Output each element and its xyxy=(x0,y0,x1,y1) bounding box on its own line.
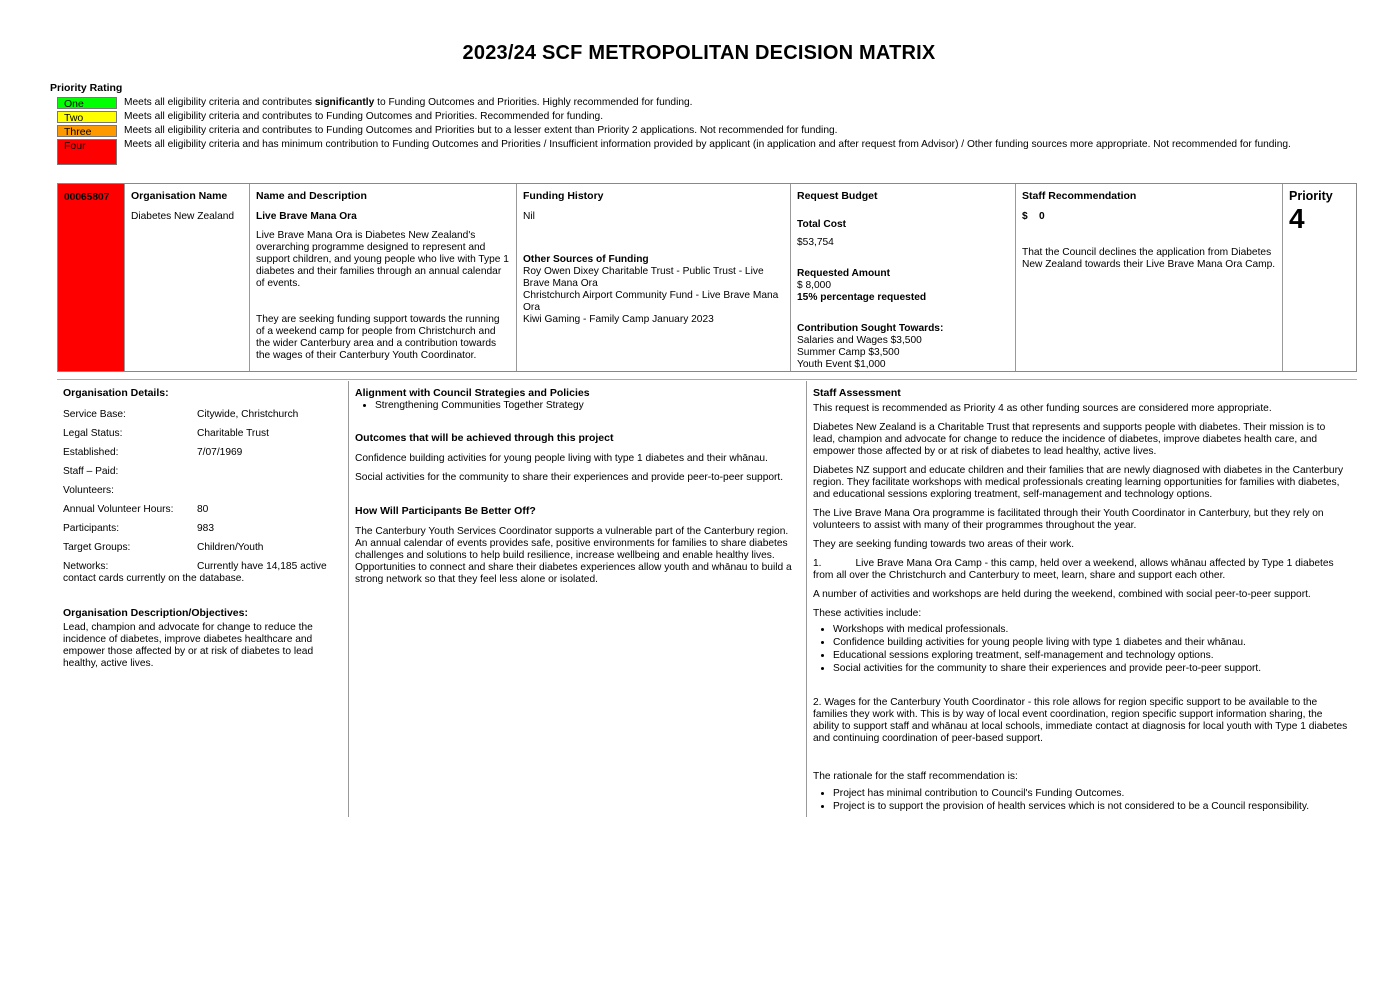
detail-row: Legal Status: Charitable Trust xyxy=(63,428,269,439)
priority-desc-one: Meets all eligibility criteria and contributes significantly to Funding Outcomes and Priorities. Highly recommended for funding. xyxy=(124,97,693,108)
requested-amount-value: $ 8,000 xyxy=(797,280,831,291)
detail-row: Annual Volunteer Hours: 80 xyxy=(63,504,209,515)
other-source-item: Christchurch Airport Community Fund - Live Brave Mana Ora xyxy=(523,290,779,313)
contribution-label: Contribution Sought Towards: xyxy=(797,323,944,334)
contribution-item: Youth Event $1,000 xyxy=(797,359,886,370)
other-sources-heading: Other Sources of Funding xyxy=(523,254,649,265)
funding-history-heading: Funding History xyxy=(523,190,604,202)
other-source-item: Roy Owen Dixey Charitable Trust - Public Trust - Live Brave Mana Ora xyxy=(523,266,764,289)
organisation-details-column xyxy=(57,381,348,670)
assessment-paragraph: A number of activities and workshops are held during the weekend, combined with social peer-to-peer support. xyxy=(813,589,1311,600)
application-id: 00065807 xyxy=(58,184,125,371)
section-divider xyxy=(57,379,1357,380)
assessment-paragraph: Diabetes NZ support and educate children and their families that are newly diagnosed with diabetes in the Canterbury region. They facilitate workshops with medical professionals creating learning opportunities for families with diabetes, and educational sessions exploring treatment, self-management and technology options. xyxy=(813,465,1344,500)
detail-row: Service Base: Citywide, Christchurch xyxy=(63,409,299,420)
total-cost-value: $53,754 xyxy=(797,237,834,248)
priority-rating-heading: Priority Rating xyxy=(50,82,123,94)
priority-value: 4 xyxy=(1289,203,1305,234)
priority-desc-three: Meets all eligibility criteria and contributes to Funding Outcomes and Priorities but to a lesser extent than Priority 2 applications. Not recommended for funding. xyxy=(124,125,838,136)
priority-row-three xyxy=(57,125,1317,137)
activity-item: • Social activities for the community to share their experiences and provide peer-to-peer support. xyxy=(833,662,1348,675)
detail-row-networks: Networks: Currently have 14,185 active contact cards currently on the database. xyxy=(63,561,327,584)
priority-swatch-three: Three xyxy=(57,125,117,137)
detail-row: Target Groups: Children/Youth xyxy=(63,542,264,553)
name-description-heading: Name and Description xyxy=(256,190,367,202)
activity-item: • Confidence building activities for young people living with type 1 diabetes and their whānau. xyxy=(833,636,1348,649)
detail-row: Volunteers: xyxy=(63,485,114,496)
project-funding-request: They are seeking funding support towards the running of a weekend camp for people from Christchurch and the wider Canterbury area and a contribution towards the wages of their Canterbury Youth Coordinator. xyxy=(256,314,500,361)
outcomes-heading: Outcomes that will be achieved through this project xyxy=(355,432,614,444)
assessment-paragraph: Diabetes New Zealand is a Charitable Trust that represents and supports people with diabetes. Their mission is to lead, champion and advocate for change to reduce the incidence of diabetes, improve diabetes health care, and empower those affected by or at risk of diabetes to lead healthy, active lives. xyxy=(813,422,1326,457)
organisation-details-heading: Organisation Details: xyxy=(63,387,169,399)
name-description-cell xyxy=(250,184,517,371)
request-budget-heading: Request Budget xyxy=(797,190,878,202)
priority-row-four xyxy=(57,139,1317,165)
assessment-paragraph: They are seeking funding towards two areas of their work. xyxy=(813,539,1075,550)
other-source-item: Kiwi Gaming - Family Camp January 2023 xyxy=(523,314,714,325)
activity-item: • Educational sessions exploring treatment, self-management and technology options. xyxy=(833,649,1348,662)
staff-recommendation-heading: Staff Recommendation xyxy=(1022,190,1137,202)
organisation-name-heading: Organisation Name xyxy=(131,190,228,202)
priority-heading: Priority xyxy=(1289,189,1333,203)
staff-recommendation-text: That the Council declines the application from Diabetes New Zealand towards their Live Brave Mana Ora Camp. xyxy=(1022,247,1276,270)
assessment-item-2: 2. Wages for the Canterbury Youth Coordinator - this role allows for region specific support to be available to the families they work with. This is by way of local event coordination, region specific support information sharing, the ability to support staff and whānau at local schools, immediate contact at diagnosis for local youth with Type 1 diabetes and continuing coordination of peer-based support. xyxy=(813,697,1348,744)
priority-row-two xyxy=(57,111,1317,123)
activity-item: • Workshops with medical professionals. xyxy=(833,623,1348,636)
funding-history-cell xyxy=(517,184,791,371)
rationale-item: • Project has minimal contribution to Council's Funding Outcomes. xyxy=(833,787,1348,800)
outcome-item: Social activities for the community to share their experiences and provide peer-to-peer support. xyxy=(355,472,784,483)
priority-desc-two: Meets all eligibility criteria and contributes to Funding Outcomes and Priorities. Recommended for funding. xyxy=(124,111,604,122)
assessment-paragraph: The rationale for the staff recommendation is: xyxy=(813,771,1018,782)
priority-row-one xyxy=(57,97,1317,109)
organisation-description: Lead, champion and advocate for change to reduce the incidence of diabetes, improve diabetes healthcare and empower those affected by or at risk of diabetes to lead healthy, active lives. xyxy=(63,622,314,669)
staff-assessment-heading: Staff Assessment xyxy=(813,387,901,399)
detail-row: Staff – Paid: xyxy=(63,466,119,477)
request-budget-cell xyxy=(791,184,1016,371)
project-name: Live Brave Mana Ora xyxy=(256,211,357,222)
priority-rating-legend xyxy=(57,97,1317,167)
percentage-requested: 15% percentage requested xyxy=(797,292,927,303)
organisation-name: Diabetes New Zealand xyxy=(131,211,235,222)
assessment-paragraph: The Live Brave Mana Ora programme is facilitated through their Youth Coordinator in Canterbury, but they rely on volunteers to assist with many of their programmes throughout the year. xyxy=(813,508,1324,531)
priority-swatch-one: One xyxy=(57,97,117,109)
better-off-text: The Canterbury Youth Services Coordinator supports a vulnerable part of the Canterbury region. An annual calendar of events provides safe, positive environments for families to share diabetes challenges and solutions to help build resilience, increase wellbeing and enable healthy lives. Opportunities to connect and share their diabetes experiences allow youth and whānau to build a strong network so that they feel less alone or isolated. xyxy=(355,526,792,585)
organisation-cell xyxy=(125,184,250,371)
project-description: Live Brave Mana Ora is Diabetes New Zealand's overarching programme designed to represent and support children, and young people who live with Type 1 diabetes and their families through an annual calendar of events. xyxy=(256,230,509,289)
alignment-column xyxy=(348,381,806,817)
better-off-heading: How Will Participants Be Better Off? xyxy=(355,505,536,517)
alignment-heading: Alignment with Council Strategies and Policies xyxy=(355,387,590,399)
assessment-item-1: 1. Live Brave Mana Ora Camp - this camp, held over a weekend, allows whānau affected by Type 1 diabetes from all over the Christchurch and Canterbury to meet, learn, share and support each other. xyxy=(813,558,1334,581)
total-cost-label: Total Cost xyxy=(797,219,847,230)
detail-row: Established: 7/07/1969 xyxy=(63,447,243,458)
organisation-description-heading: Organisation Description/Objectives: xyxy=(63,607,248,619)
requested-amount-label: Requested Amount xyxy=(797,268,891,279)
priority-swatch-four: Four xyxy=(57,139,117,165)
staff-recommended-amount: $ 0 xyxy=(1022,211,1045,222)
rationale-item: • Project is to support the provision of health services which is not considered to be a Council responsibility. xyxy=(833,800,1348,813)
assessment-paragraph: This request is recommended as Priority 4 as other funding sources are considered more appropriate. xyxy=(813,403,1272,414)
priority-desc-four: Meets all eligibility criteria and has minimum contribution to Funding Outcomes and Priorities / Insufficient information provided by applicant (in application and after request from Advisor) / Other funding sources more appropriate. Not recommended for funding. xyxy=(124,139,1291,150)
page-title: 2023/24 SCF METROPOLITAN DECISION MATRIX xyxy=(462,42,936,64)
application-summary-row xyxy=(57,183,1357,372)
assessment-paragraph: These activities include: xyxy=(813,608,922,619)
contribution-item: Summer Camp $3,500 xyxy=(797,347,900,358)
alignment-item: • Strengthening Communities Together Strategy xyxy=(375,399,800,412)
staff-recommendation-cell xyxy=(1016,184,1283,371)
rationale-list xyxy=(813,787,1348,813)
funding-history-value: Nil xyxy=(523,211,535,222)
alignment-list xyxy=(355,399,800,412)
priority-cell xyxy=(1283,184,1356,371)
activities-list xyxy=(813,623,1348,675)
detail-row: Participants: 983 xyxy=(63,523,214,534)
contribution-item: Salaries and Wages $3,500 xyxy=(797,335,922,346)
priority-swatch-two: Two xyxy=(57,111,117,123)
staff-assessment-column xyxy=(806,381,1354,817)
outcome-item: Confidence building activities for young people living with type 1 diabetes and their whānau. xyxy=(355,453,768,464)
